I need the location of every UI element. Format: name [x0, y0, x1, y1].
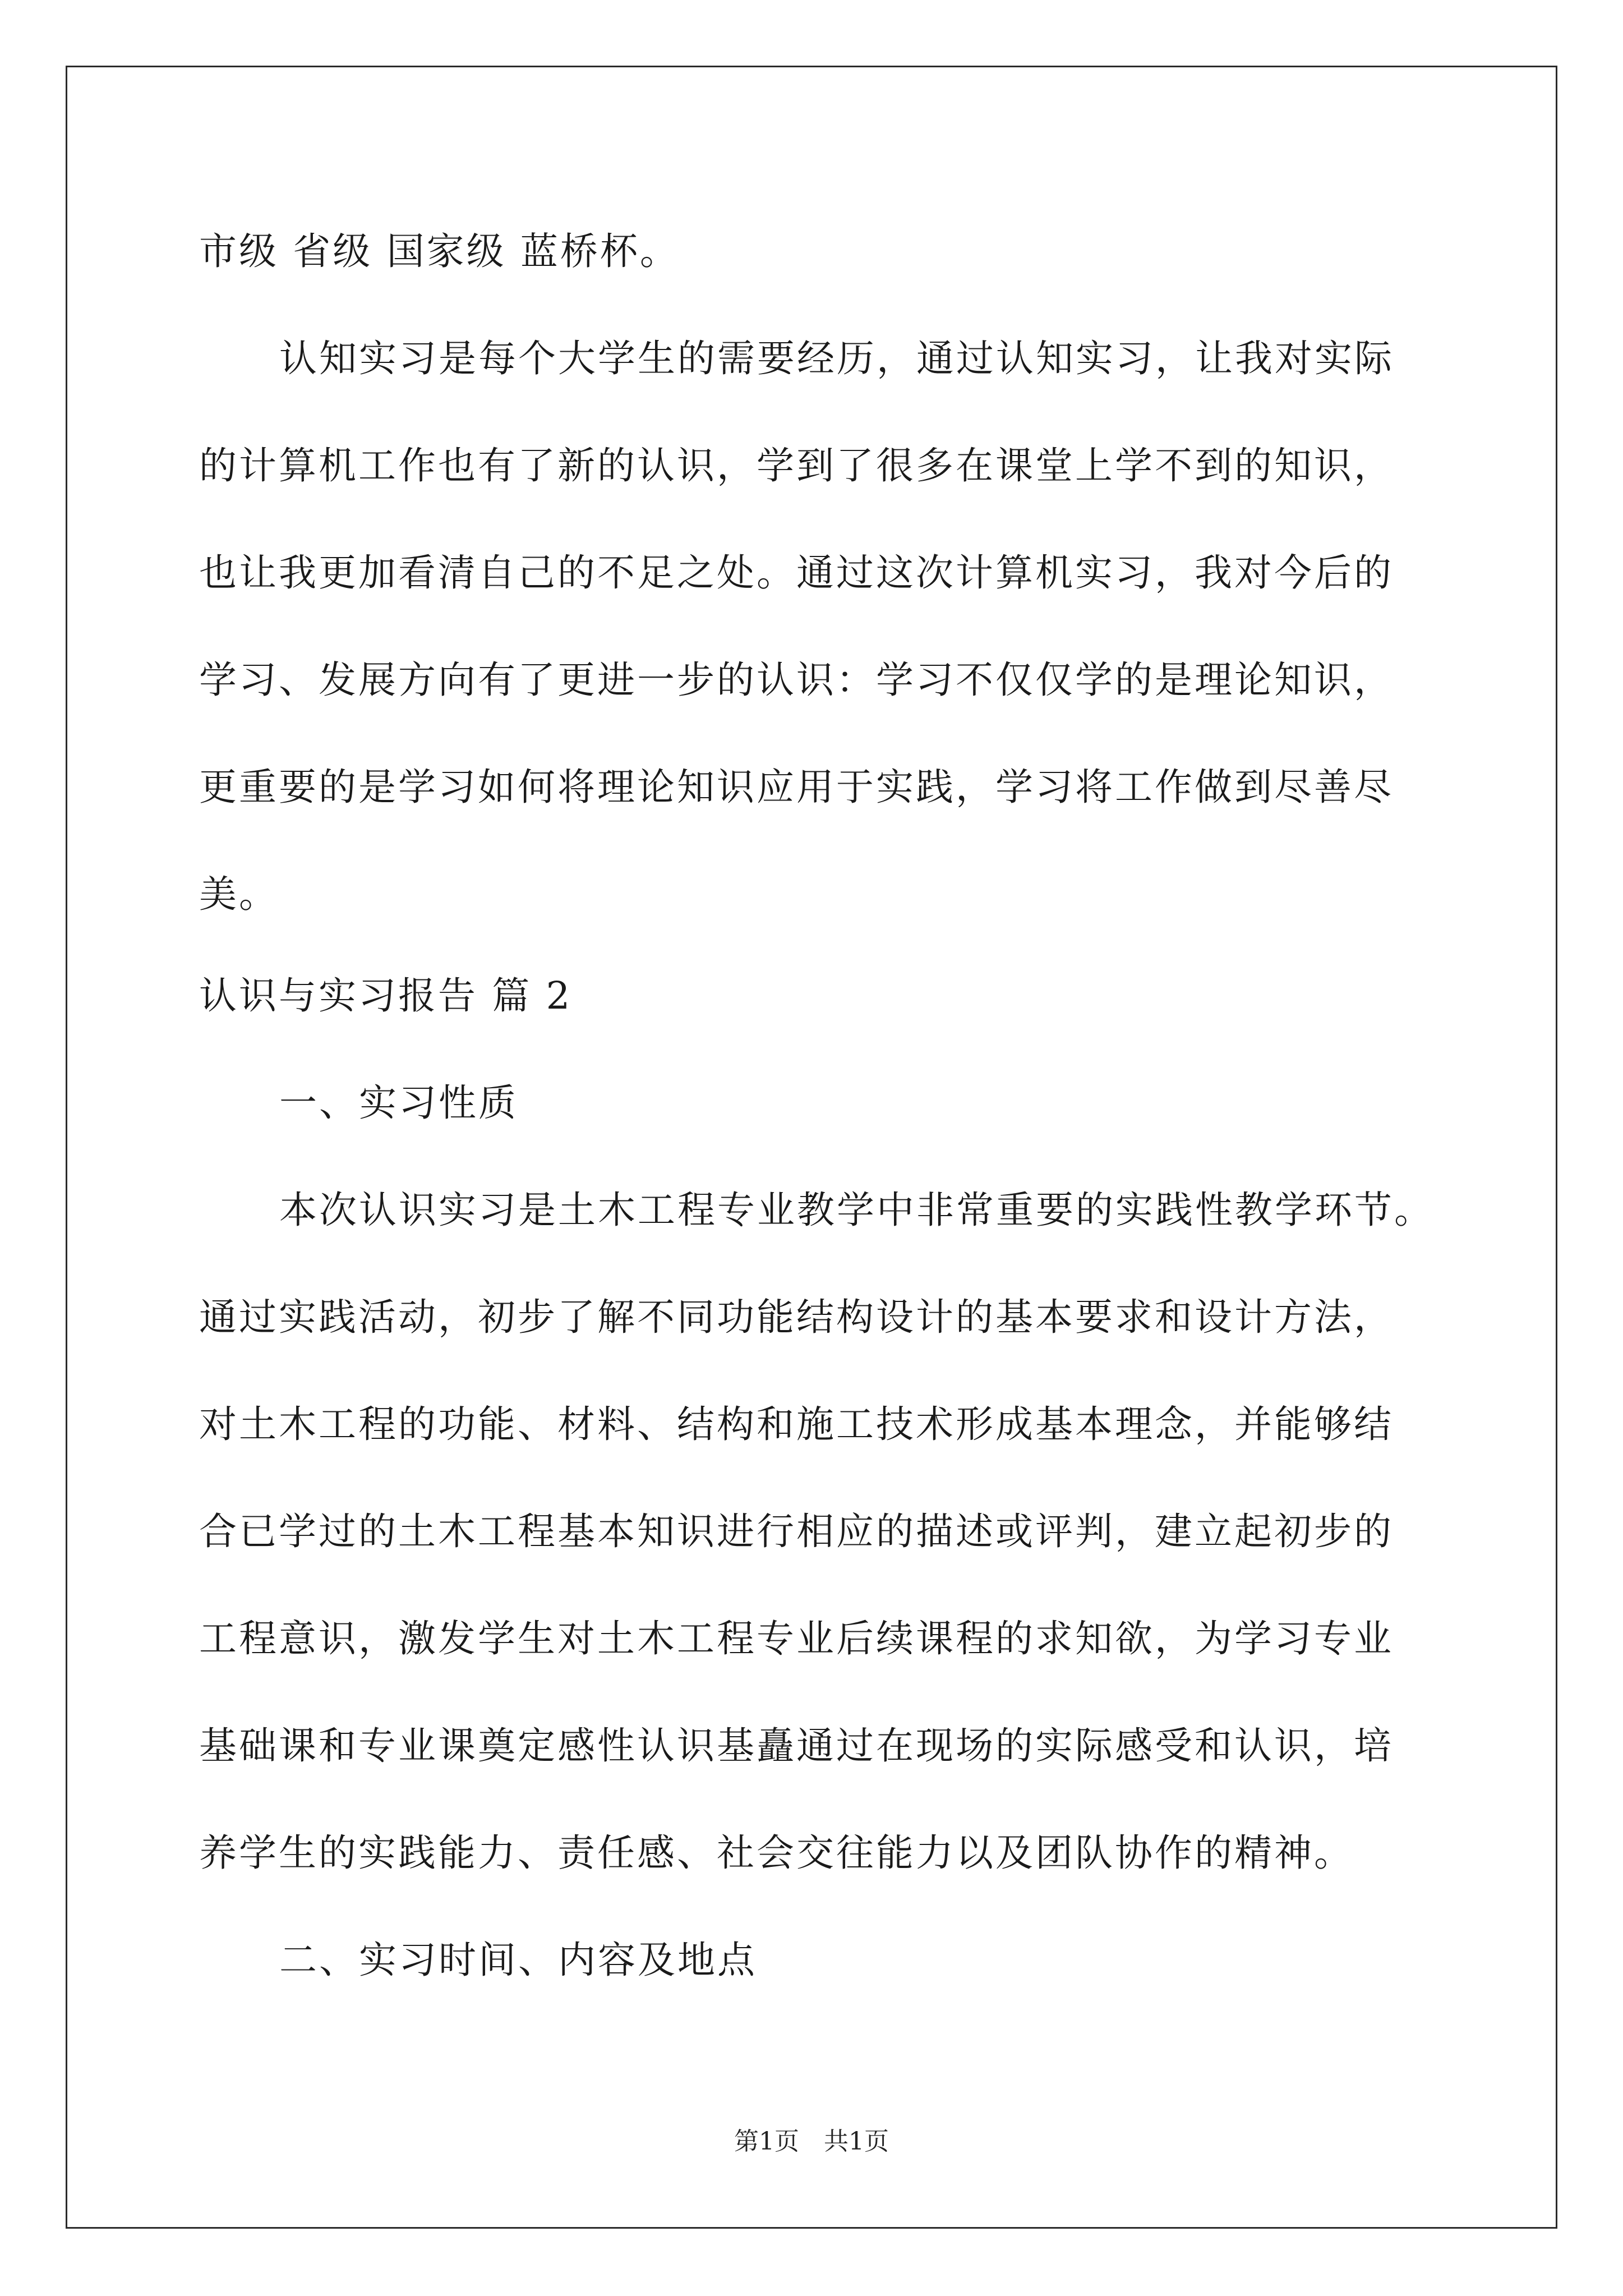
text-line: 合已学过的土木工程基本知识进行相应的描述或评判，建立起初步的 — [199, 1510, 1394, 1553]
text-line: 更重要的是学习如何将理论知识应用于实践，学习将工作做到尽善尽 — [199, 765, 1394, 809]
text-line: 也让我更加看清自己的不足之处。通过这次计算机实习，我对今后的 — [199, 551, 1394, 595]
text-line: 对土木工程的功能、材料、结构和施工技术形成基本理念，并能够结 — [199, 1402, 1394, 1446]
text-line: 工程意识，激发学生对土木工程专业后续课程的求知欲，为学习专业 — [199, 1617, 1394, 1660]
section-title: 认识与实习报告 篇 2 — [199, 974, 573, 1018]
text-line: 的计算机工作也有了新的认识，学到了很多在课堂上学不到的知识， — [199, 444, 1394, 487]
text-line: 学习、发展方向有了更进一步的认识：学习不仅仅学的是理论知识， — [199, 658, 1394, 702]
paragraph-first-line: 本次认识实习是土木工程专业教学中非常重要的实践性教学环节。 — [279, 1188, 1434, 1232]
page-footer: 第1页 共1页 — [734, 2127, 889, 2156]
text-line: 通过实践活动，初步了解不同功能结构设计的基本要求和设计方法， — [199, 1295, 1394, 1339]
text-line: 市级 省级 国家级 蓝桥杯。 — [199, 229, 680, 273]
page-border — [66, 66, 1557, 2229]
section-heading: 二、实习时间、内容及地点 — [279, 1938, 757, 1982]
section-heading: 一、实习性质 — [279, 1081, 518, 1125]
text-line: 美。 — [199, 872, 279, 916]
text-line: 养学生的实践能力、责任感、社会交往能力以及团队协作的精神。 — [199, 1831, 1354, 1875]
text-line: 基础课和专业课奠定感性认识基矗通过在现场的实际感受和认识，培 — [199, 1724, 1394, 1768]
paragraph-first-line: 认知实习是每个大学生的需要经历，通过认知实习，让我对实际 — [279, 337, 1394, 380]
